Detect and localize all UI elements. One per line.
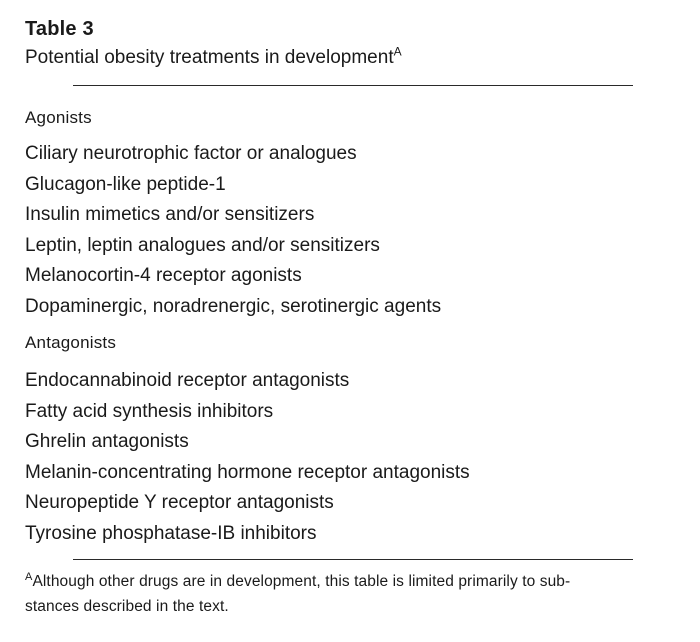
footnote-line-1 xyxy=(25,569,700,594)
table-footnote xyxy=(25,569,700,619)
table-title xyxy=(25,43,700,72)
footnote-text-1: Although other drugs are in development, this table is limited primarily to sub- xyxy=(32,573,571,590)
table-row: Fatty acid synthesis inhibitors xyxy=(25,400,274,422)
table-label: Table 3 xyxy=(25,18,94,40)
table-row: Melanocortin-4 receptor agonists xyxy=(25,265,302,286)
section-heading-antagonists: Antagonists xyxy=(25,333,117,352)
table-row: Dopaminergic, noradrenergic, serotinergic agents xyxy=(25,295,442,317)
table-row: Ciliary neurotrophic factor or analogues xyxy=(25,143,357,164)
footnote-marker: A xyxy=(25,570,33,583)
table-row: Endocannabinoid receptor antagonists xyxy=(25,370,350,391)
table-row: Melanin-concentrating hormone receptor antagonists xyxy=(25,461,470,483)
table-row: Ghrelin antagonists xyxy=(25,431,189,452)
section-agonists xyxy=(25,103,700,322)
table-row: Glucagon-like peptide-1 xyxy=(25,173,226,195)
table-row: Insulin mimetics and/or sensitizers xyxy=(25,204,315,225)
top-rule xyxy=(73,85,633,86)
table-row: Tyrosine phosphatase-IB inhibitors xyxy=(25,522,317,544)
section-antagonists xyxy=(25,328,700,549)
footnote-line-2: stances described in the text. xyxy=(25,598,229,615)
table-row: Neuropeptide Y receptor antagonists xyxy=(25,492,334,513)
bottom-rule xyxy=(73,559,633,560)
section-heading-agonists: Agonists xyxy=(25,108,92,127)
table-title-text: Potential obesity treatments in development xyxy=(25,47,394,68)
table-row: Leptin, leptin analogues and/or sensitizers xyxy=(25,234,380,256)
table-title-footnote-marker: A xyxy=(393,44,402,59)
